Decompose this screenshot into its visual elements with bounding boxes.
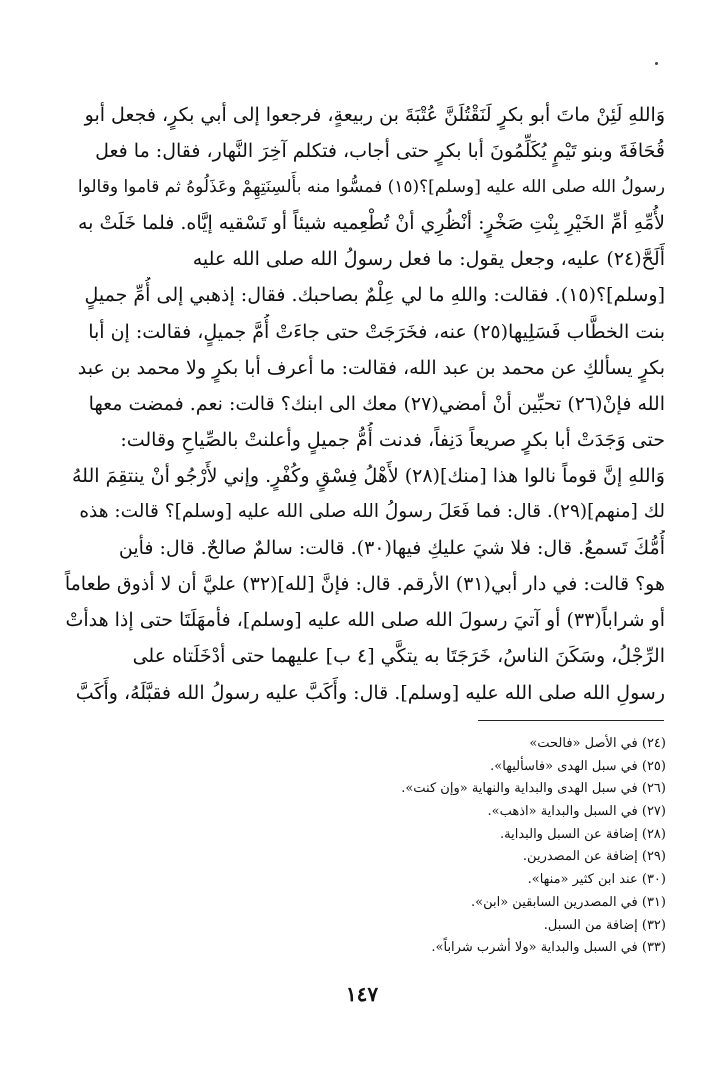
- footnote-divider: [478, 720, 664, 721]
- footnote: (٢٥) في سبل الهدى «فاسأليها».: [490, 758, 666, 774]
- text-line: أَلَحَّ(٢٤) عليه، وجعل يقول: ما فعل رسولُ الله صلى الله عليه: [192, 248, 665, 271]
- text-line: [وسلم]؟(١٥). فقالت: واللهِ ما لي عِلْمٌ بصاحبك. فقال: إذهبي إلى أُمِّ جميلٍ: [84, 284, 665, 307]
- text-line: أُمُّكَ تَسمعُ. قال: فلا شيَ عليكِ فيها(٣٠). قالت: سالمٌ صالحٌ. قال: فأين: [118, 537, 665, 560]
- text-line: بكرٍ يسألكِ عن محمد بن عبد الله، فقالت: ما أعرف أبا بكرٍ ولا محمد بن عبد: [77, 356, 665, 379]
- text-line: الله فإنْ(٢٦) تحبِّين أنْ أمضي(٢٧) معك الى ابنك؟ قالت: نعم. فمضت معها: [88, 392, 665, 415]
- footnote: (٢٤) في الأصل «فالحت»: [529, 736, 666, 751]
- text-line: أو شراباً(٣٣) أو آتيَ رسولَ الله صلى الله عليه [وسلم]، فأمهَلَتَا حتى إذا هدأتْ: [65, 609, 665, 632]
- text-line: رسولُ الله صلى الله عليه [وسلم]؟(١٥) فمسُّوا منه بأَلسِنَتِهِمْ وعَذَلُوهُ ثم قاموا وقالوا: [77, 177, 665, 198]
- footnote: (٣٠) عند ابن كثير «منها».: [527, 872, 666, 888]
- footnote: (٢٩) إضافة عن المصدرين.: [522, 849, 666, 865]
- text-line: هو؟ قالت: في دار أبي(٣١) الأرقم. قال: فإنَّ [لله](٣٢) عليَّ أن لا أذوق طعاماً: [64, 573, 665, 596]
- footnote: (٣٢) إضافة من السبل.: [543, 917, 666, 933]
- main-text: [64, 97, 665, 711]
- text-line: الرِّجْلُ، وسَكَنَ الناسُ، خَرَجَتَا به يتكَّي [٤ ب] عليهما حتى أدْخَلَتاه على: [132, 645, 665, 668]
- footnotes: [330, 733, 666, 960]
- text-line: لك [منهم](٢٩). قال: فما فَعَلَ رسولُ الله صلى الله عليه [وسلم]؟ قالت: هذه: [79, 501, 665, 523]
- page-number: ١٤٧: [345, 982, 379, 1006]
- footnote: (٣١) في المصدرين السابقين «ابن».: [471, 894, 666, 910]
- text-line: بنت الخطَّاب فَسَلِيها(٢٥) عنه، فخَرَجَتْ حتى جاءَتْ أُمَّ جميلٍ، فقالت: إن أبا: [88, 320, 665, 343]
- text-line: لأُمِّهِ أمِّ الخَيْرِ بِنْتِ صَخْرٍ: أنْظُرِي أنْ تُطْعِميه شيئاً أو تَسْقيه إيَّاه. فلما خَلَتْ به: [77, 212, 665, 235]
- text-line: وَاللهِ لَئِنْ ماتَ أبو بكرٍ لَنَقْتُلَنَّ عُتْبَةَ بن ربيعةٍ، فرجعوا إلى أبي بكرٍ، فجعل أبو: [84, 104, 665, 126]
- footnote: (٢٦) في سبل الهدى والبداية والنهاية «وإن كنت».: [401, 781, 666, 797]
- footnote: (٢٧) في السبل والبداية «اذهب».: [487, 804, 666, 820]
- text-line: قُحَافَةَ وبنو تَيْمٍ يُكَلِّمُونَ أبا بكرٍ حتى أجاب، فتكلم آخِرَ النَّهار، فقال: ما فعل: [95, 140, 665, 163]
- footnote: (٣٣) في السبل والبداية «ولا أشرب شراباً».: [431, 940, 666, 956]
- text-line: وَاللهِ إنَّ قوماً نالوا هذا [منك](٢٨) لأَهْلُ فِسْقٍ وكُفْرٍ. وإني لأَرْجُو أنْ ينتقِمَ اللهُ: [72, 464, 665, 487]
- text-line: حتى وَجَدَتْ أبا بكرٍ صريعاً دَنِفاً، فدنت أُمُّ جميلٍ وأعلنتْ بالصِّياحِ وقالت:: [120, 428, 665, 451]
- footnote: (٢٨) إضافة عن السبل والبداية.: [500, 826, 666, 842]
- text-line: رسولِ الله صلى الله عليه [وسلم]. قال: وأَكَبَّ عليه رسولُ الله فقبَّلَهُ، وأَكَبَّ: [75, 681, 665, 704]
- ink-speck: [655, 62, 658, 65]
